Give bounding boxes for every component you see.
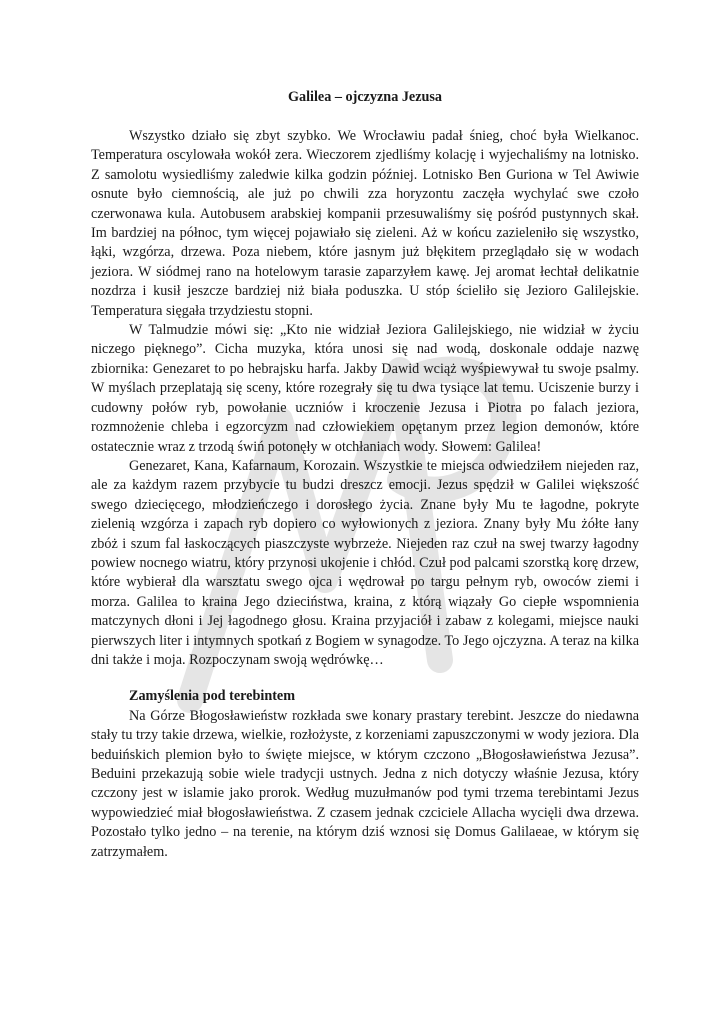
paragraph: Wszystko działo się zbyt szybko. We Wrocławiu padał śnieg, choć była Wielkanoc. Temperatura oscylowała wokół zera. Wieczorem zjedliśmy kolację i wyjechaliśmy na lotnisko. Z samolotu wysiedliśmy zaledwie kilka godzin później. Lotnisko Ben Guriona w Tel Awiwie osnute było ciemnością, ale już po chwili zza horyzontu zaczęła wychylać swe czoło czerwonawa kula. Autobusem arabskiej kompanii przesuwaliśmy się pośród pustynnych skał. Im bardziej na północ, tym więcej pojawiało się zieleni. Aż w końcu zazieleniło się wszystko, łąki, wzgórza, drzewa. Poza niebem, które jasnym już błękitem przeglądało się w wodach jeziora. W siódmej rano na hotelowym tarasie zaparzyłem kawę. Jej aromat łechtał delikatnie nozdrza i kusił jeszcze bardziej niż biała poduszka. U stóp ścieliło się Jezioro Galilejskie. Temperatura sięgała trzydziestu stopni. [91, 128, 639, 319]
section-heading: Zamyślenia pod terebintem [129, 688, 296, 705]
paragraph: Na Górze Błogosławieństw rozkłada swe konary prastary terebint. Jeszcze do niedawna stały tu trzy takie drzewa, wielkie, rozłożyste, z korzeniami zapuszczonymi w wody jeziora. Dla beduińskich plemion było to święte miejsce, w którym czczono „Błogosławieństwa Jezusa”. Beduini przekazują sobie wiele tradycji ustnych. Jedna z nich dotyczy właśnie Jezusa, który czczony jest w islamie jako prorok. Według muzułmanów pod tymi trzema terebintami Jezus wypowiedzieć miał błogosławieństwa. Z czasem jednak czciciele Allacha wycięli dwa drzewa. Pozostało tylko jedno – na terenie, na którym dziś wznosi się Domus Galilaeae, w którym się zatrzymałem. [91, 707, 639, 860]
paragraph: Genezaret, Kana, Kafarnaum, Korozain. Wszystkie te miejsca odwiedziłem niejeden raz, ale za każdym razem przybycie tu budzi dreszcz emocji. Jezus spędził w Galilei większość swego dziecięcego, młodzieńczego i dorosłego życia. Znane były Mu te łagodne, pokryte zielenią wzgórza i zapach ryb dopiero co wyłowionych z jeziora. Znany były Mu żółte łany zbóż i szum fal łaskoczących piaszczyste wybrzeże. Niejeden raz czuł na swej twarzy łagodny powiew nocnego wiatru, który przynosi ukojenie i chłód. Czuł pod palcami szorstką korę drzew, które wybierał dla warsztatu swego ojca i wędrował po targu pełnym ryb, owoców ziemi i morza. Galilea to kraina Jego dzieciństwa, kraina, z którą wiązały Go ciepłe wspomnienia matczynych dłoni i Jej łagodnego głosu. Kraina przyjaciół i zabaw z kolegami, miejsce nauki pierwszych liter i intymnych spotkań z Bogiem w synagodze. To Jego ojczyzna. A teraz na kilka dni także i moja. Rozpoczynam swoją wędrówkę… [91, 457, 639, 668]
paragraph: W Talmudzie mówi się: „Kto nie widział Jeziora Galilejskiego, nie widział w życiu niczego pięknego”. Cicha muzyka, która unosi się nad wodą, doskonale oddaje nazwę zbiornika: Genezaret to po hebrajsku harfa. Jakby Dawid wciąż wyśpiewywał tu swoje psalmy. W myślach przeplatają się sceny, które rozegrały się tu dwa tysiące lat temu. Uciszenie burzy i cudowny połów ryb, powołanie uczniów i kroczenie Jezusa i Piotra po falach jeziora, rozmnożenie chleba i egzorcyzm nad człowiekiem opętanym przez legion demonów, które ostatecznie wraz z trzodą świń potonęły w otchłaniach wody. Słowem: Galilea! [91, 322, 639, 455]
document-title: Galilea – ojczyzna Jezusa [287, 89, 443, 105]
document-body [91, 88, 639, 862]
